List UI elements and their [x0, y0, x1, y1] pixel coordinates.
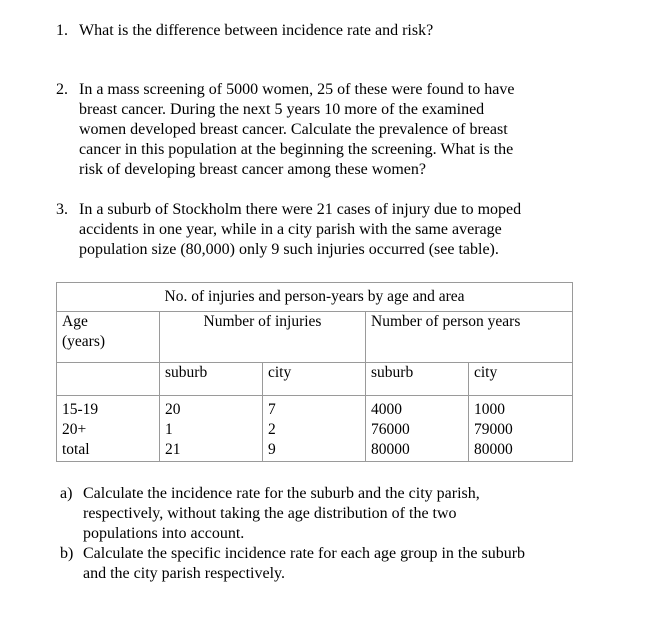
age-header-line: (years)	[62, 333, 106, 350]
question-3-line: population size (80,000) only 9 such injuries occurred (see table).	[79, 241, 499, 258]
injuries-suburb-value: 21	[165, 441, 181, 458]
question-1	[56, 21, 616, 41]
question-1-number: 1.	[56, 22, 68, 39]
sub-question-a-line: populations into account.	[83, 525, 245, 542]
age-groups-cell	[57, 396, 160, 462]
injuries-suburb-value: 1	[165, 421, 173, 438]
question-3	[56, 200, 616, 260]
table-caption: No. of injuries and person-years by age and area	[57, 283, 573, 312]
sub-question-b	[60, 544, 580, 584]
injuries-suburb-value: 20	[165, 401, 181, 418]
injuries-city-value: 7	[268, 401, 276, 418]
question-2-line: risk of developing breast cancer among these women?	[79, 161, 426, 178]
person-years-suburb-value: 4000	[371, 401, 402, 418]
empty-cell	[57, 363, 160, 396]
sub-question-b-line: and the city parish respectively.	[83, 565, 285, 582]
sub-question-a-label: a)	[60, 485, 73, 502]
sub-question-a-text	[83, 484, 580, 544]
question-2	[56, 80, 616, 180]
sub-question-a-line: Calculate the incidence rate for the suburb and the city parish,	[83, 485, 480, 502]
sub-header-city: city	[263, 363, 366, 396]
age-group: 15-19	[62, 401, 99, 418]
sub-header-suburb: suburb	[160, 363, 263, 396]
person-years-city-value: 80000	[474, 441, 513, 458]
question-2-line: breast cancer. During the next 5 years 10 more of the examined	[79, 101, 485, 118]
person-years-city-value: 79000	[474, 421, 513, 438]
injuries-city-value: 2	[268, 421, 276, 438]
sub-question-b-label: b)	[60, 545, 74, 562]
sub-header-suburb: suburb	[366, 363, 469, 396]
question-3-line: accidents in one year, while in a city parish with the same average	[79, 221, 502, 238]
question-2-line: cancer in this population at the beginning the screening. What is the	[79, 141, 514, 158]
person-years-city-cell	[469, 396, 573, 462]
sub-question-a	[60, 484, 580, 544]
injuries-header: Number of injuries	[160, 312, 366, 363]
sub-question-b-text	[83, 544, 580, 584]
person-years-header: Number of person years	[366, 312, 573, 363]
sub-question-a-line: respectively, without taking the age distribution of the two	[83, 505, 457, 522]
person-years-suburb-value: 76000	[371, 421, 410, 438]
injuries-suburb-cell	[160, 396, 263, 462]
person-years-city-value: 1000	[474, 401, 505, 418]
injuries-city-value: 9	[268, 441, 276, 458]
question-2-number: 2.	[56, 81, 68, 98]
age-header	[57, 312, 160, 363]
sub-header-city: city	[469, 363, 573, 396]
injuries-city-cell	[263, 396, 366, 462]
injuries-table	[56, 282, 573, 462]
question-3-text	[79, 200, 616, 260]
age-header-line: Age	[62, 313, 88, 330]
question-2-text	[79, 80, 616, 180]
age-group: 20+	[62, 421, 87, 438]
person-years-suburb-cell	[366, 396, 469, 462]
question-2-line: women developed breast cancer. Calculate the prevalence of breast	[79, 121, 508, 138]
question-1-line: What is the difference between incidence rate and risk?	[79, 22, 434, 39]
question-2-line: In a mass screening of 5000 women, 25 of these were found to have	[79, 81, 515, 98]
sub-question-b-line: Calculate the specific incidence rate for each age group in the suburb	[83, 545, 526, 562]
age-group: total	[62, 441, 90, 458]
question-3-line: In a suburb of Stockholm there were 21 cases of injury due to moped	[79, 201, 522, 218]
question-3-number: 3.	[56, 201, 68, 218]
person-years-suburb-value: 80000	[371, 441, 410, 458]
question-1-text	[79, 21, 616, 41]
